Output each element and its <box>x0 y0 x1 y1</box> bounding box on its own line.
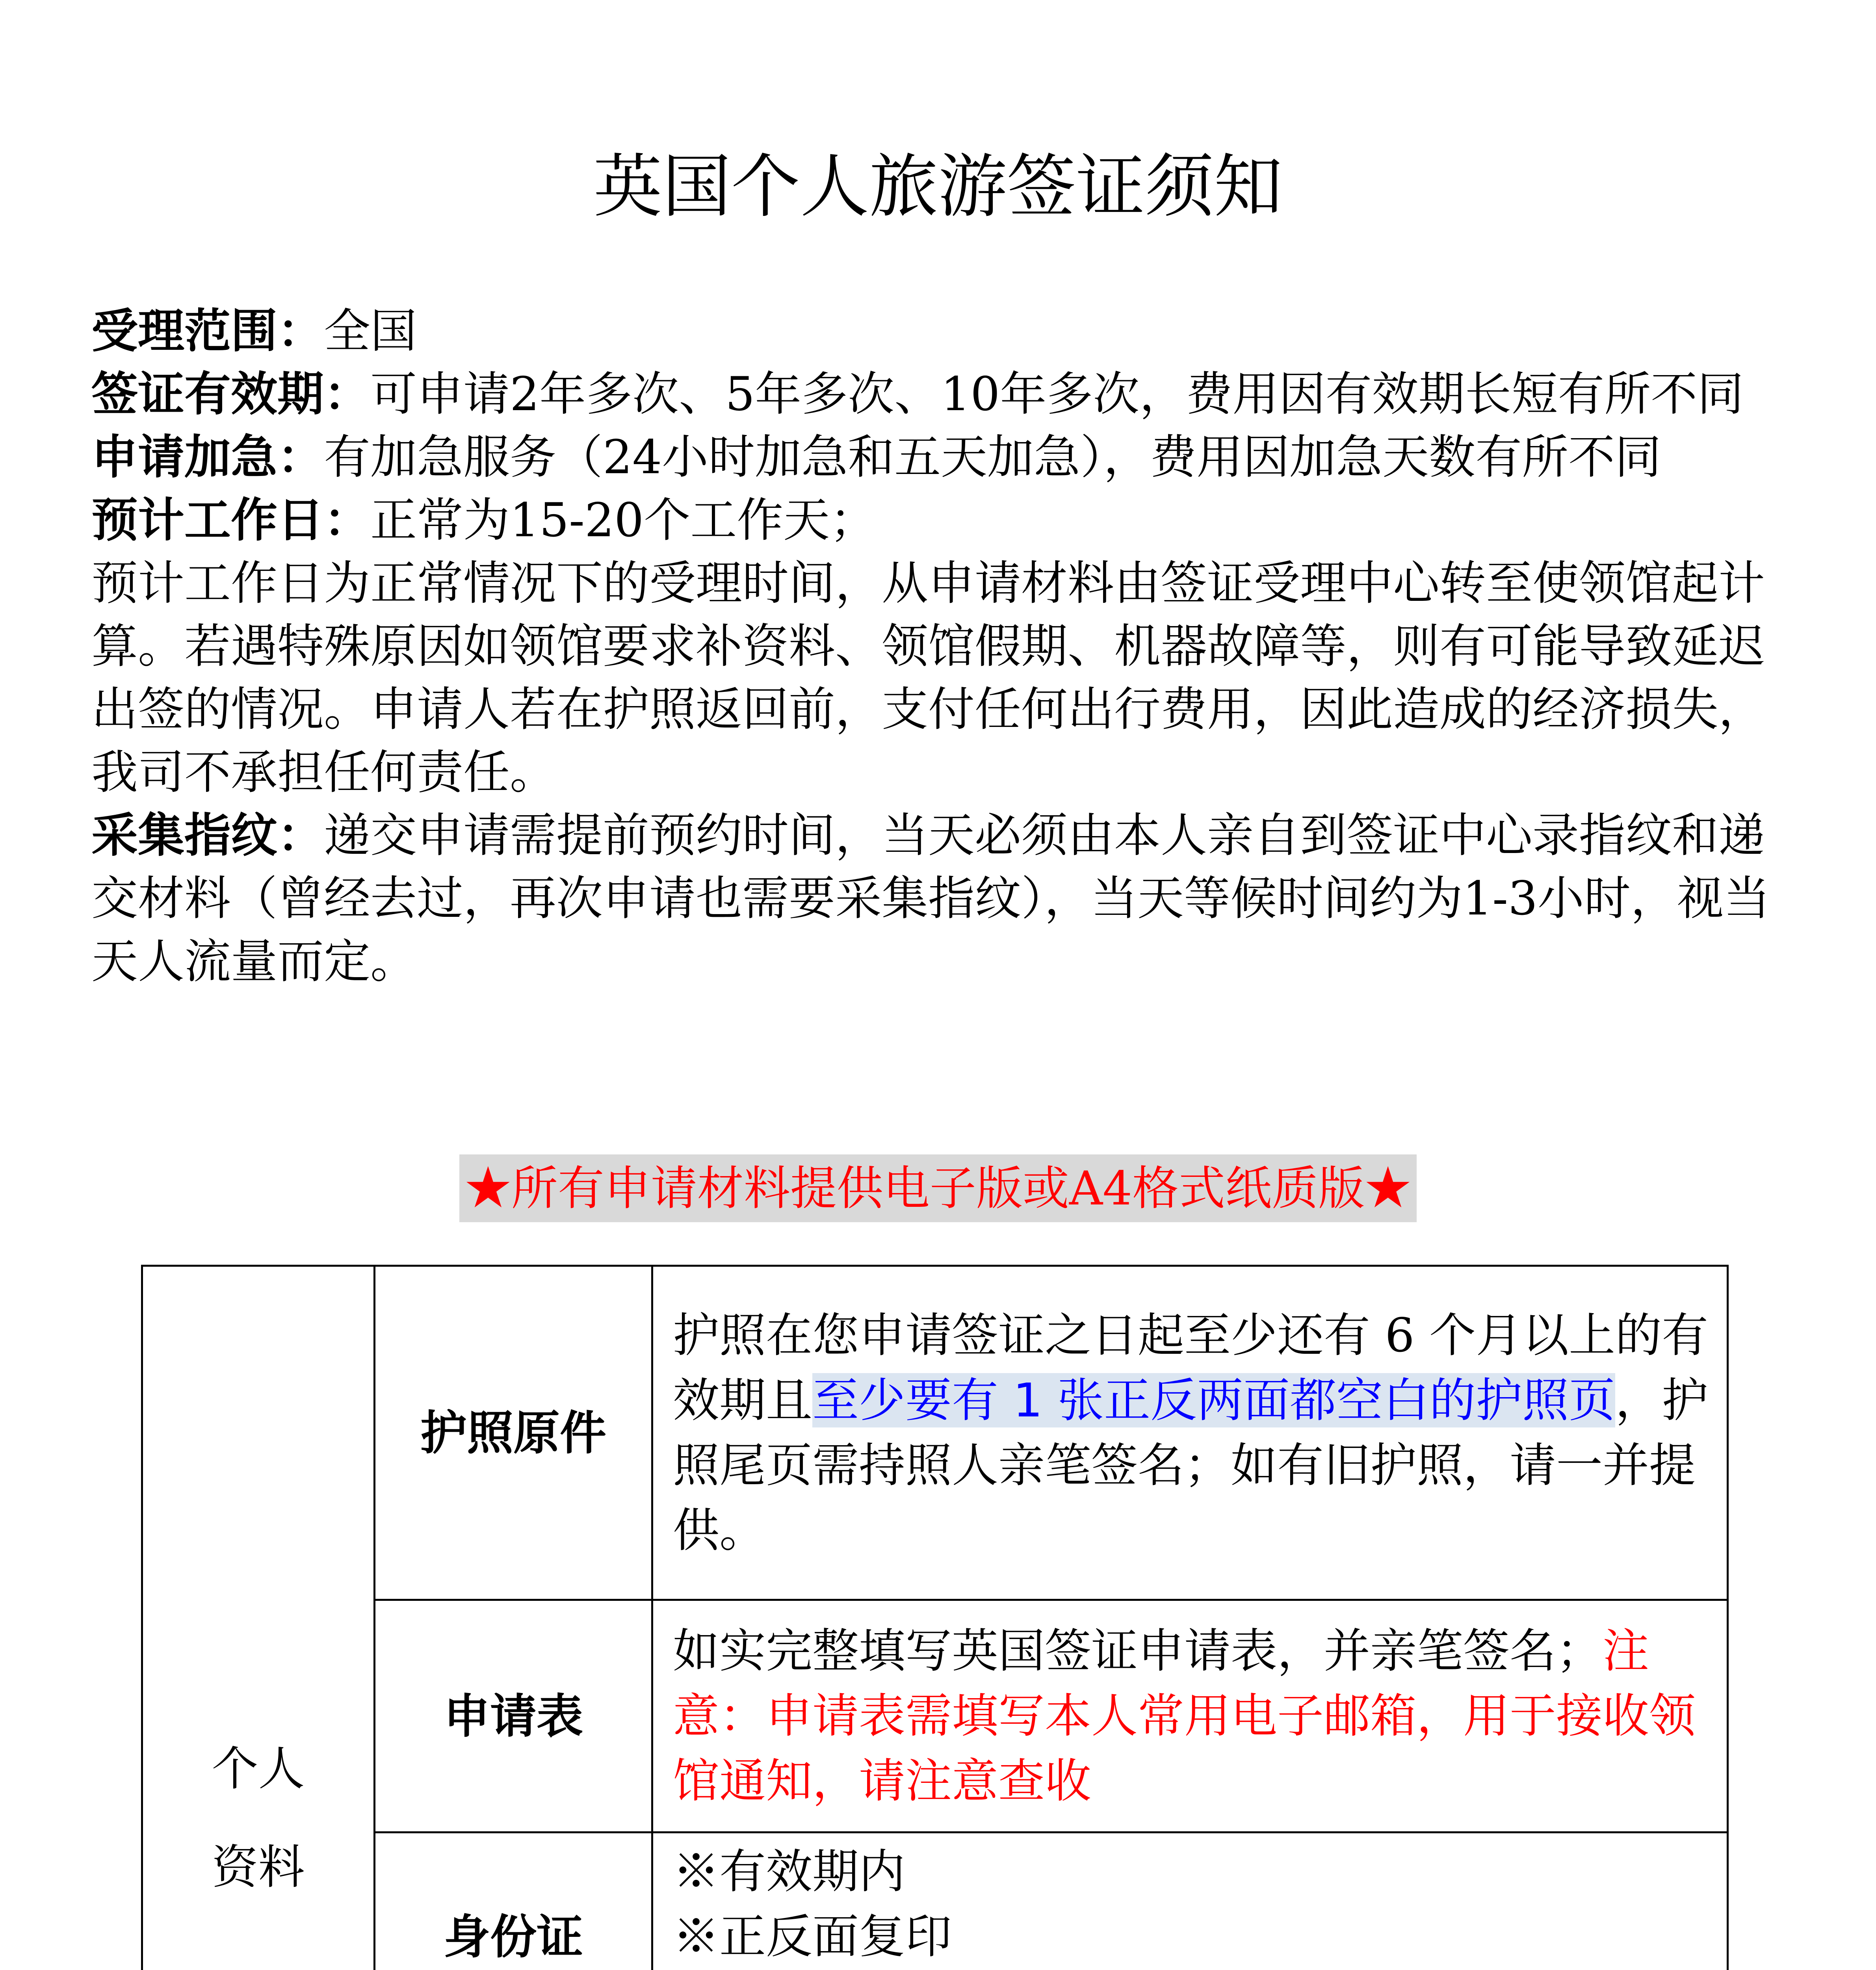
application-text: 如实完整填写英国签证申请表，并亲笔签名； <box>673 1624 1603 1678</box>
urgent-label: 申请加急： <box>91 430 324 484</box>
intro-section <box>91 299 1785 993</box>
passport-highlight: 至少要有 1 张正反两面都空白的护照页 <box>812 1373 1616 1427</box>
id-card-line-1: ※有效期内 <box>673 1844 906 1899</box>
application-item: 申请表 <box>375 1600 652 1832</box>
workdays-label: 预计工作日： <box>91 493 371 547</box>
scope-text: 全国 <box>324 304 417 358</box>
passport-text-2: ，护照尾页需持照人亲笔签名；如有旧护照，请一并提供。 <box>673 1373 1709 1557</box>
id-card-item: 身份证 <box>375 1832 652 1970</box>
workdays-note: 预计工作日为正常情况下的受理时间，从申请材料由签证受理中心转至使领馆起计算。若遇特殊原因如领馆要求补资料、领馆假期、机器故障等，则有可能导致延迟出签的情况。申请人若在护照返回前，支付任何出行费用，因此造成的经济损失，我司不承担任何责任。 <box>91 556 1765 799</box>
fingerprint-paragraph <box>91 804 1785 993</box>
id-card-detail <box>652 1832 1728 1970</box>
passport-item: 护照原件 <box>375 1266 652 1600</box>
validity-paragraph <box>91 362 1785 426</box>
application-detail <box>652 1600 1728 1832</box>
workdays-paragraph <box>91 489 1785 552</box>
passport-text-1: 护照在您申请签证之日起至少还有 6 个月以上的有效期且 <box>673 1308 1709 1427</box>
table-row <box>142 1832 1728 1970</box>
table-row <box>142 1600 1728 1832</box>
scope-label: 受理范围： <box>91 304 324 358</box>
urgent-text: 有加急服务（24小时加急和五天加急），费用因加急天数有所不同 <box>324 430 1662 484</box>
page-title: 英国个人旅游签证须知 <box>593 147 1283 227</box>
fingerprint-label: 采集指纹： <box>91 808 324 862</box>
fingerprint-text: 递交申请需提前预约时间，当天必须由本人亲自到签证中心录指纹和递交材料（曾经去过，再次申请也需要采集指纹），当天等候时间约为1-3小时，视当天人流量而定。 <box>91 808 1770 989</box>
urgent-paragraph <box>91 426 1785 489</box>
passport-detail <box>652 1266 1728 1600</box>
scope-paragraph <box>91 299 1785 362</box>
workdays-text: 正常为15-20个工作天； <box>370 493 877 547</box>
application-note: 注意：申请表需填写本人常用电子邮箱，用于接收领馆通知，请注意查收 <box>673 1624 1696 1808</box>
validity-text: 可申请2年多次、5年多次、10年多次，费用因有效期长短有所不同 <box>370 367 1744 421</box>
requirements-table <box>141 1265 1729 1970</box>
table-row <box>142 1266 1728 1600</box>
group-label-line1: 个人 <box>212 1741 305 1796</box>
banner-row <box>0 1154 1876 1222</box>
validity-label: 签证有效期： <box>91 367 371 421</box>
materials-banner: ★所有申请材料提供电子版或A4格式纸质版★ <box>459 1154 1417 1222</box>
group-label-line2: 资料 <box>212 1840 305 1894</box>
group-cell <box>142 1266 375 1970</box>
id-card-line-2: ※正反面复印 <box>673 1909 952 1964</box>
